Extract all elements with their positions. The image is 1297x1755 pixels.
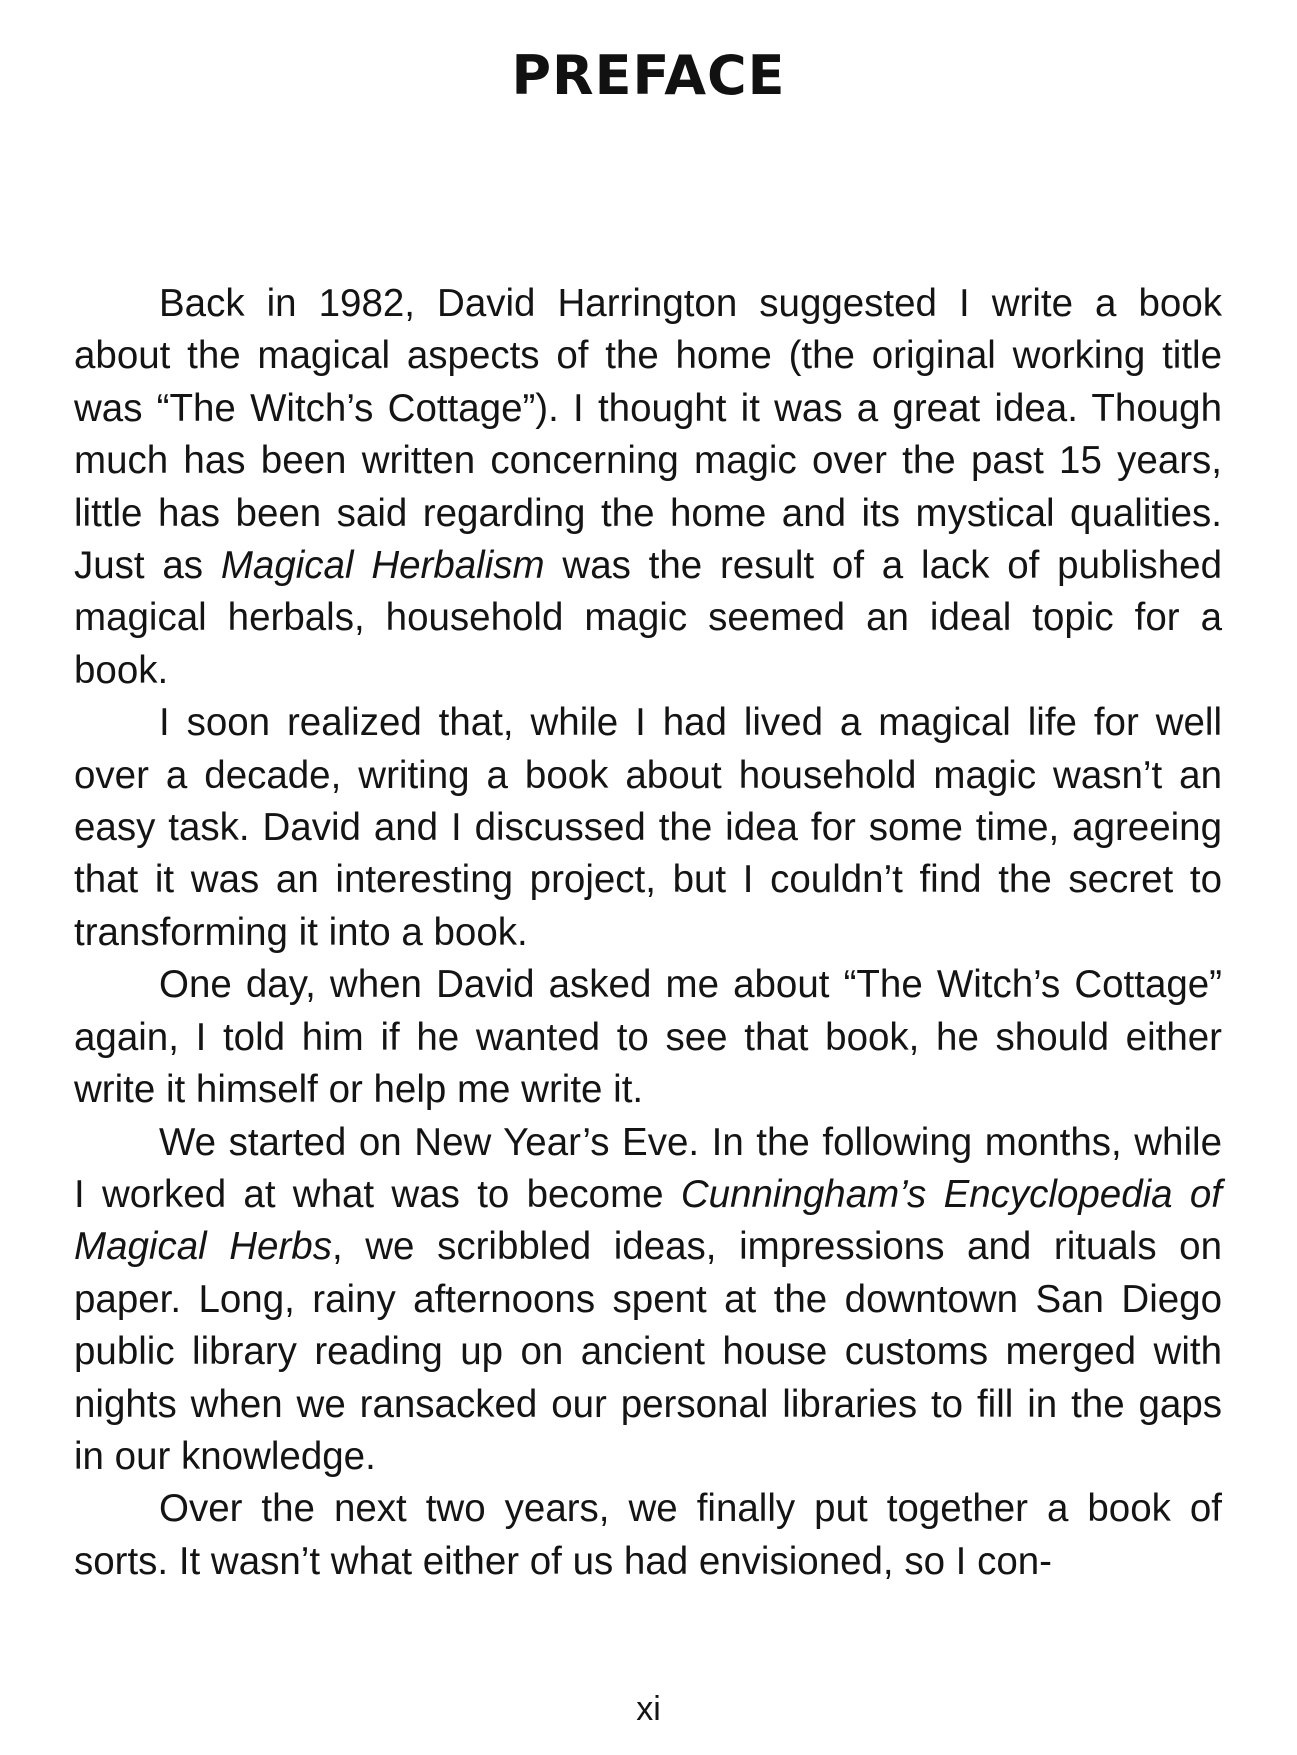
page-number: xi <box>636 1690 661 1728</box>
paragraph-4 <box>74 1117 1222 1484</box>
paragraph-5 <box>74 1483 1222 1588</box>
paragraph-1-text-a: Back in 1982, David Harrington suggested I write a book about the magical aspects of the home (the original working title was “The Witch’s Cottage”). I thought it was a great idea. Though much has been written concerning magic over the past 15 years, little has been said regarding the home and its mystical qualities. Just as <box>74 282 1222 588</box>
preface-body <box>74 278 1222 1588</box>
book-title-magical-herbalism: Magical Herbalism <box>220 544 545 588</box>
paragraph-4-text-c: , we scribbled ideas, impressions and rituals on paper. Long, rainy afternoons spent at the downtown San Diego public library reading up on ancient house customs merged with nights when we ransacked our personal libraries to fill in the gaps in our knowledge. <box>74 1225 1222 1478</box>
paragraph-1-text-c: was the result of a lack of published magical herbals, household magic seemed an ideal topic for a book. <box>74 544 1222 692</box>
paragraph-5-text: Over the next two years, we finally put together a book of sorts. It wasn’t what either of us had envisioned, so I con- <box>74 1487 1222 1583</box>
paragraph-3-text: One day, when David asked me about “The Witch’s Cottage” again, I told him if he wanted to see that book, he should either write it himself or help me write it. <box>74 963 1222 1112</box>
paragraph-2 <box>74 697 1222 959</box>
paragraph-4-text-a: We started on New Year’s Eve. In the following months, while I worked at what was to become <box>74 1120 1222 1216</box>
paragraph-3 <box>74 959 1222 1116</box>
page-title: PREFACE <box>511 44 786 107</box>
paragraph-1 <box>74 278 1222 697</box>
book-title-encyclopedia: Cunningham’s Encyclopedia of Magical Herbs <box>74 1172 1223 1269</box>
paragraph-2-text: I soon realized that, while I had lived a magical life for well over a decade, writing a book about household magic wasn’t an easy task. David and I discussed the idea for some time, agreeing that it was an interesting project, but I couldn’t find the secret to transforming it into a book. <box>74 701 1222 954</box>
